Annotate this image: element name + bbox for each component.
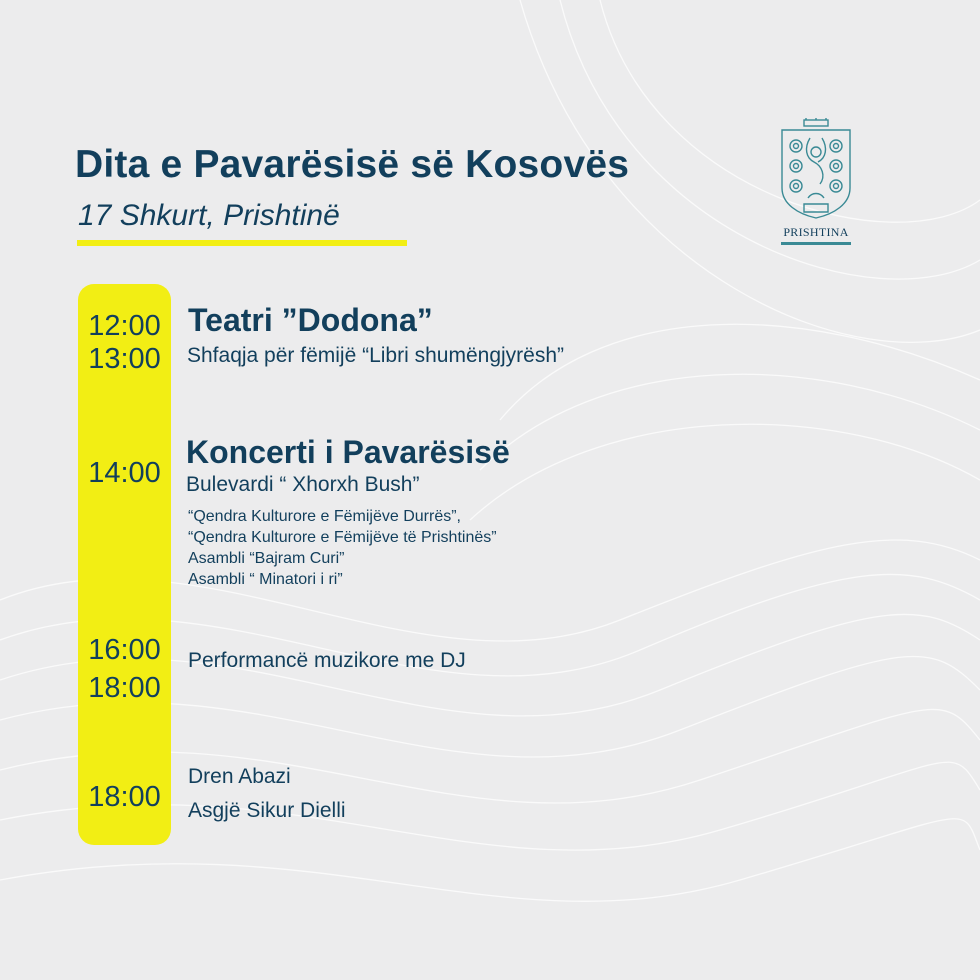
logo-label: PRISHTINA — [783, 225, 849, 239]
event-2-details — [188, 506, 497, 590]
event-2-detail-3: Asambli “Bajram Curi” — [188, 550, 345, 567]
page-subtitle: 17 Shkurt, Prishtinë — [78, 199, 340, 232]
event-2-detail-2: “Qendra Kulturore e Fëmijëve të Prishtinës” — [188, 529, 497, 546]
page-title: Dita e Pavarësisë së Kosovës — [75, 143, 630, 186]
event-2-time: 14:00 — [88, 457, 161, 489]
event-2-detail-1: “Qendra Kulturore e Fëmijëve Durrës”, — [188, 508, 461, 525]
event-2-location: Bulevardi “ Xhorxh Bush” — [186, 473, 420, 496]
event-4-performer: Dren Abazi — [188, 765, 291, 788]
title-underline — [77, 240, 407, 246]
event-1-title: Teatri ”Dodona” — [188, 302, 433, 338]
event-4-program: Asgjë Sikur Dielli — [188, 799, 346, 822]
event-2-detail-4: Asambli “ Minatori i ri” — [188, 571, 343, 588]
prishtina-logo — [776, 118, 856, 250]
event-3-start-time: 16:00 — [88, 634, 161, 666]
event-3-description: Performancë muzikore me DJ — [188, 649, 466, 672]
logo-underline — [781, 242, 851, 245]
event-1-description: Shfaqja për fëmijë “Libri shumëngjyrësh” — [187, 344, 565, 367]
event-1-start-time: 12:00 — [88, 310, 161, 342]
event-4-time: 18:00 — [88, 781, 161, 813]
event-2-title: Koncerti i Pavarësisë — [186, 434, 510, 470]
event-3-end-time: 18:00 — [88, 672, 161, 704]
event-1-end-time: 13:00 — [88, 343, 161, 375]
